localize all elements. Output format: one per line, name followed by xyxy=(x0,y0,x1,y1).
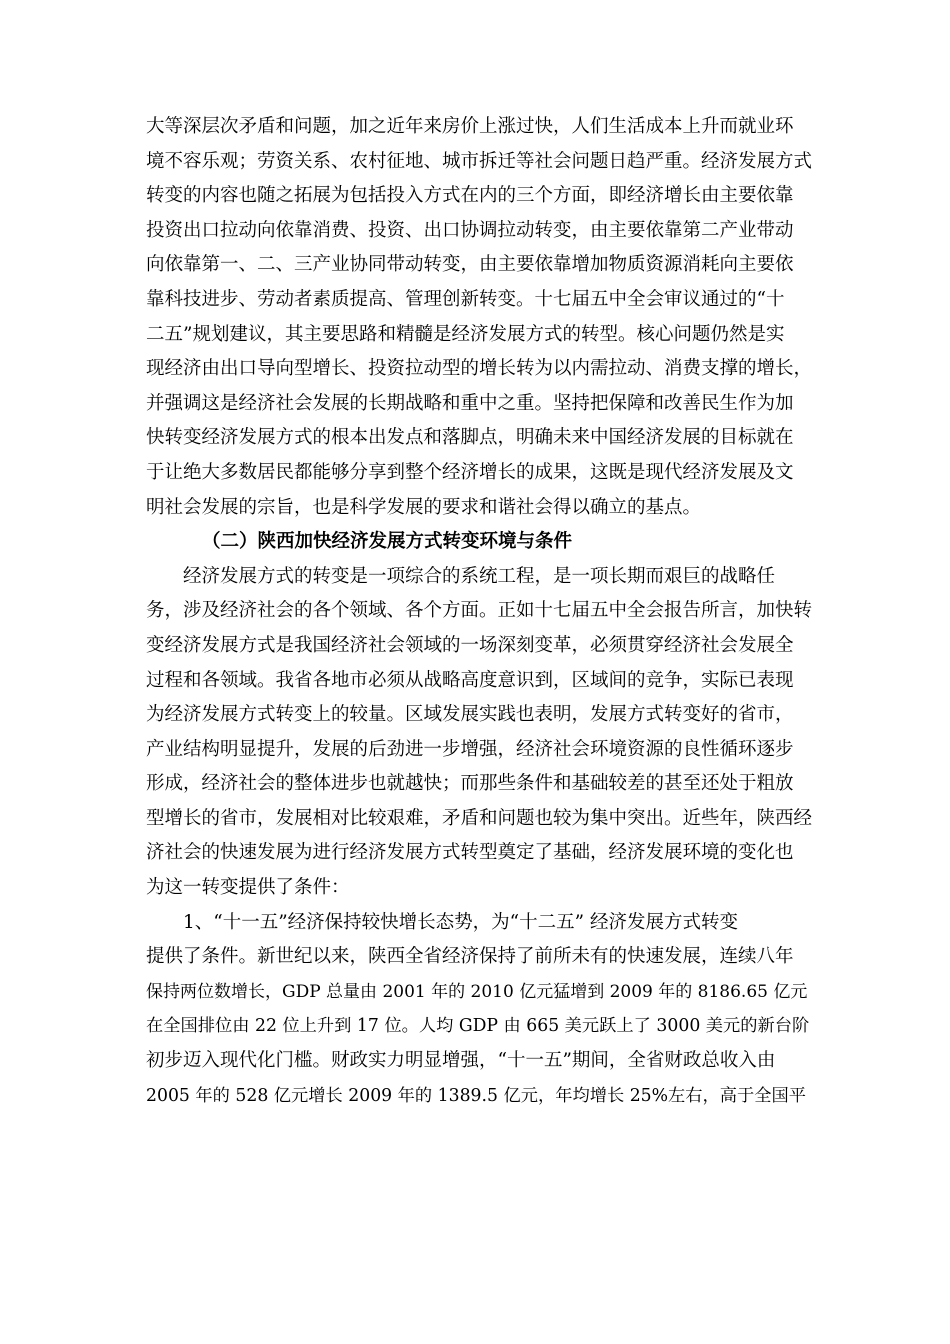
text-line: 过程和各领域。我省各地市必须从战略高度意识到，区域间的竞争，实际已表现 xyxy=(146,669,794,691)
document-page xyxy=(146,110,812,1113)
text-line: 明社会发展的宗旨，也是科学发展的要求和谐社会得以确立的基点。 xyxy=(146,496,702,518)
text-line: 向依靠第一、二、三产业协同带动转变，由主要依靠增加物质资源消耗向主要依 xyxy=(146,254,794,276)
text-line: 保持两位数增长，GDP 总量由 2001 年的 2010 亿元猛增到 2009 年的 8186.65 亿元 xyxy=(146,981,808,1002)
text-line: 快转变经济发展方式的根本出发点和落脚点，明确未来中国经济发展的目标就在 xyxy=(146,427,794,449)
text-line: 转变的内容也随之拓展为包括投入方式在内的三个方面，即经济增长由主要依靠 xyxy=(146,185,794,207)
text-line: 为这一转变提供了条件： xyxy=(146,877,350,899)
text-line: 济社会的快速发展为进行经济发展方式转型奠定了基础，经济发展环境的变化也 xyxy=(146,842,794,864)
text-line: 并强调这是经济社会发展的长期战略和重中之重。坚持把保障和改善民生作为加 xyxy=(146,392,794,414)
text-line: 初步迈入现代化门槛。财政实力明显增强，“十一五”期间，全省财政总收入由 xyxy=(146,1050,776,1072)
text-line: 2005 年的 528 亿元增长 2009 年的 1389.5 亿元，年均增长 25%左右，高于全国平 xyxy=(146,1085,807,1106)
text-line: 靠科技进步、劳动者素质提高、管理创新转变。十七届五中全会审议通过的“十 xyxy=(146,288,785,310)
text-line: 经济发展方式的转变是一项综合的系统工程，是一项长期而艰巨的战略任 xyxy=(183,565,776,587)
text-line: 现经济由出口导向型增长、投资拉动型的增长转为以内需拉动、消费支撑的增长， xyxy=(146,358,812,380)
section-heading: （二）陕西加快经济发展方式转变环境与条件 xyxy=(202,531,573,553)
text-line: 为经济发展方式转变上的较量。区域发展实践也表明，发展方式转变好的省市， xyxy=(146,704,794,726)
text-line: 形成，经济社会的整体进步也就越快；而那些条件和基础较差的甚至还处于粗放 xyxy=(146,773,794,795)
text-line: 大等深层次矛盾和问题，加之近年来房价上涨过快，人们生活成本上升而就业环 xyxy=(146,116,794,137)
text-line: 在全国排位由 22 位上升到 17 位。人均 GDP 由 665 美元跃上了 3000 美元的新台阶 xyxy=(146,1016,810,1037)
text-line: 于让绝大多数居民都能够分享到整个经济增长的成果，这既是现代经济发展及文 xyxy=(146,461,794,483)
text-line: 务，涉及经济社会的各个领域、各个方面。正如十七届五中全会报告所言，加快转 xyxy=(146,600,812,622)
text-line: 二五”规划建议，其主要思路和精髓是经济发展方式的转型。核心问题仍然是实 xyxy=(146,323,785,345)
text-line: 1、“十一五”经济保持较快增长态势，为“十二五” 经济发展方式转变 xyxy=(183,911,738,933)
text-line: 产业结构明显提升，发展的后劲进一步增强，经济社会环境资源的良性循环逐步 xyxy=(146,738,794,760)
text-line: 型增长的省市，发展相对比较艰难，矛盾和问题也较为集中突出。近些年，陕西经 xyxy=(146,807,812,829)
text-line: 境不容乐观；劳资关系、农村征地、城市拆迁等社会问题日趋严重。经济发展方式 xyxy=(146,150,812,172)
text-line: 投资出口拉动向依靠消费、投资、出口协调拉动转变，由主要依靠第二产业带动 xyxy=(146,219,794,241)
text-line: 提供了条件。新世纪以来，陕西全省经济保持了前所未有的快速发展，连续八年 xyxy=(146,946,794,968)
text-line: 变经济发展方式是我国经济社会领域的一场深刻变革，必须贯穿经济社会发展全 xyxy=(146,634,794,656)
